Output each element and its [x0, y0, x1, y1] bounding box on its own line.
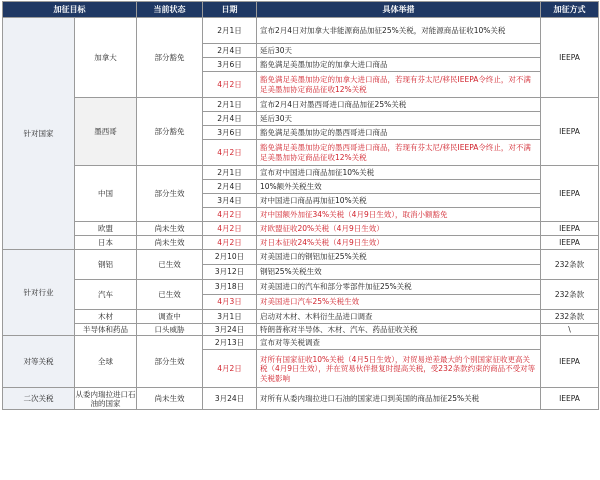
date-cell: 3月24日	[203, 388, 257, 410]
date-cell: 3月18日	[203, 280, 257, 295]
header-method: 加征方式	[541, 2, 599, 18]
measure-cell: 延后30天	[257, 112, 541, 126]
date-cell-highlight: 4月2日	[203, 140, 257, 166]
method-china: IEEPA	[541, 166, 599, 222]
method-steel: 232条款	[541, 250, 599, 280]
target-eu: 欧盟	[75, 222, 137, 236]
measure-cell: 豁免满足美墨加协定的墨西哥进口商品	[257, 126, 541, 140]
target-wood: 木材	[75, 310, 137, 324]
date-cell: 2月4日	[203, 44, 257, 58]
date-cell: 2月4日	[203, 180, 257, 194]
measure-cell-highlight: 对日本征收24%关税（4月9日生效）	[257, 236, 541, 250]
measure-cell-highlight: 对美国进口汽车25%关税生效	[257, 295, 541, 310]
measure-cell: 特朗普称对半导体、木材、汽车、药品征收关税	[257, 324, 541, 336]
target-steel: 钢铝	[75, 250, 137, 280]
date-cell: 2月4日	[203, 112, 257, 126]
method-japan: IEEPA	[541, 236, 599, 250]
measure-cell: 宣布对等关税调查	[257, 336, 541, 350]
method-mexico: IEEPA	[541, 98, 599, 166]
measure-cell: 延后30天	[257, 44, 541, 58]
target-auto: 汽车	[75, 280, 137, 310]
header-row	[3, 2, 599, 18]
status-mexico: 部分豁免	[137, 98, 203, 166]
status-auto: 已生效	[137, 280, 203, 310]
header-date: 日期	[203, 2, 257, 18]
method-semiconductors: \	[541, 324, 599, 336]
date-cell: 2月10日	[203, 250, 257, 265]
method-canada: IEEPA	[541, 18, 599, 98]
date-cell: 3月6日	[203, 58, 257, 72]
method-global: IEEPA	[541, 336, 599, 388]
measure-cell: 对美国进口的汽车和部分零部件加征25%关税	[257, 280, 541, 295]
target-global: 全球	[75, 336, 137, 388]
measure-cell: 宣布2月4日对墨西哥进口商品加征25%关税	[257, 98, 541, 112]
status-secondary: 尚未生效	[137, 388, 203, 410]
status-global: 部分生效	[137, 336, 203, 388]
date-cell-highlight: 4月3日	[203, 295, 257, 310]
measure-cell-highlight: 豁免满足美墨加协定的加拿大进口商品，若现有芬太尼/移民IEEPA令终止，对不满足美墨加协定商品征收12%关税	[257, 72, 541, 98]
status-eu: 尚未生效	[137, 222, 203, 236]
date-cell: 2月1日	[203, 98, 257, 112]
tariff-table	[2, 1, 599, 410]
measure-cell: 对所有从委内瑞拉进口石油的国家进口到美国的商品加征25%关税	[257, 388, 541, 410]
target-mexico: 墨西哥	[75, 98, 137, 166]
status-china: 部分生效	[137, 166, 203, 222]
measure-cell: 豁免满足美墨加协定的加拿大进口商品	[257, 58, 541, 72]
status-steel: 已生效	[137, 250, 203, 280]
date-cell-highlight: 4月2日	[203, 72, 257, 98]
measure-cell-highlight: 对所有国家征收10%关税（4月5日生效），对贸易逆差最大的个别国家征收更高关税（4月9日生效），并在贸易伙伴报复时提高关税，受232条款约束的商品不受对等关税影响	[257, 350, 541, 388]
date-cell-highlight: 4月2日	[203, 222, 257, 236]
date-cell: 3月12日	[203, 265, 257, 280]
date-cell: 2月1日	[203, 166, 257, 180]
date-cell: 3月1日	[203, 310, 257, 324]
date-cell-highlight: 4月2日	[203, 236, 257, 250]
measure-cell: 钢铝25%关税生效	[257, 265, 541, 280]
date-cell-highlight: 4月2日	[203, 350, 257, 388]
method-auto: 232条款	[541, 280, 599, 310]
date-cell: 3月4日	[203, 194, 257, 208]
group-countries: 针对国家	[3, 18, 75, 250]
date-cell: 2月1日	[203, 18, 257, 44]
measure-cell: 宣布2月4日对加拿大非能源商品加征25%关税，对能源商品征收10%关税	[257, 18, 541, 44]
measure-cell: 10%额外关税生效	[257, 180, 541, 194]
target-japan: 日本	[75, 236, 137, 250]
date-cell-highlight: 4月2日	[203, 208, 257, 222]
measure-cell: 对中国进口商品再加征10%关税	[257, 194, 541, 208]
status-semiconductors: 口头威胁	[137, 324, 203, 336]
group-reciprocal: 对等关税	[3, 336, 75, 388]
target-venezuela-importers: 从委内瑞拉进口石油的国家	[75, 389, 136, 408]
status-wood: 调查中	[137, 310, 203, 324]
method-wood: 232条款	[541, 310, 599, 324]
date-cell: 3月24日	[203, 324, 257, 336]
status-japan: 尚未生效	[137, 236, 203, 250]
target-semiconductors: 半导体和药品	[75, 324, 137, 336]
method-secondary: IEEPA	[541, 388, 599, 410]
measure-cell: 对美国进口的钢铝加征25%关税	[257, 250, 541, 265]
group-secondary: 二次关税	[3, 388, 75, 410]
target-canada: 加拿大	[75, 18, 137, 98]
method-eu: IEEPA	[541, 222, 599, 236]
measure-cell-highlight: 豁免满足美墨加协定的墨西哥进口商品，若现有芬太尼/移民IEEPA令终止，对不满足美墨加协定商品征收12%关税	[257, 140, 541, 166]
header-measure: 具体举措	[257, 2, 541, 18]
measure-cell-highlight: 对欧盟征收20%关税（4月9日生效）	[257, 222, 541, 236]
measure-cell: 启动对木材、木料衍生品进口调查	[257, 310, 541, 324]
header-target: 加征目标	[3, 2, 137, 18]
status-canada: 部分豁免	[137, 18, 203, 98]
measure-cell-highlight: 对中国额外加征34%关税（4月9日生效），取消小额豁免	[257, 208, 541, 222]
header-status: 当前状态	[137, 2, 203, 18]
measure-cell: 宣布对中国进口商品加征10%关税	[257, 166, 541, 180]
target-china: 中国	[75, 166, 137, 222]
date-cell: 3月6日	[203, 126, 257, 140]
group-industries: 针对行业	[3, 250, 75, 336]
date-cell: 2月13日	[203, 336, 257, 350]
